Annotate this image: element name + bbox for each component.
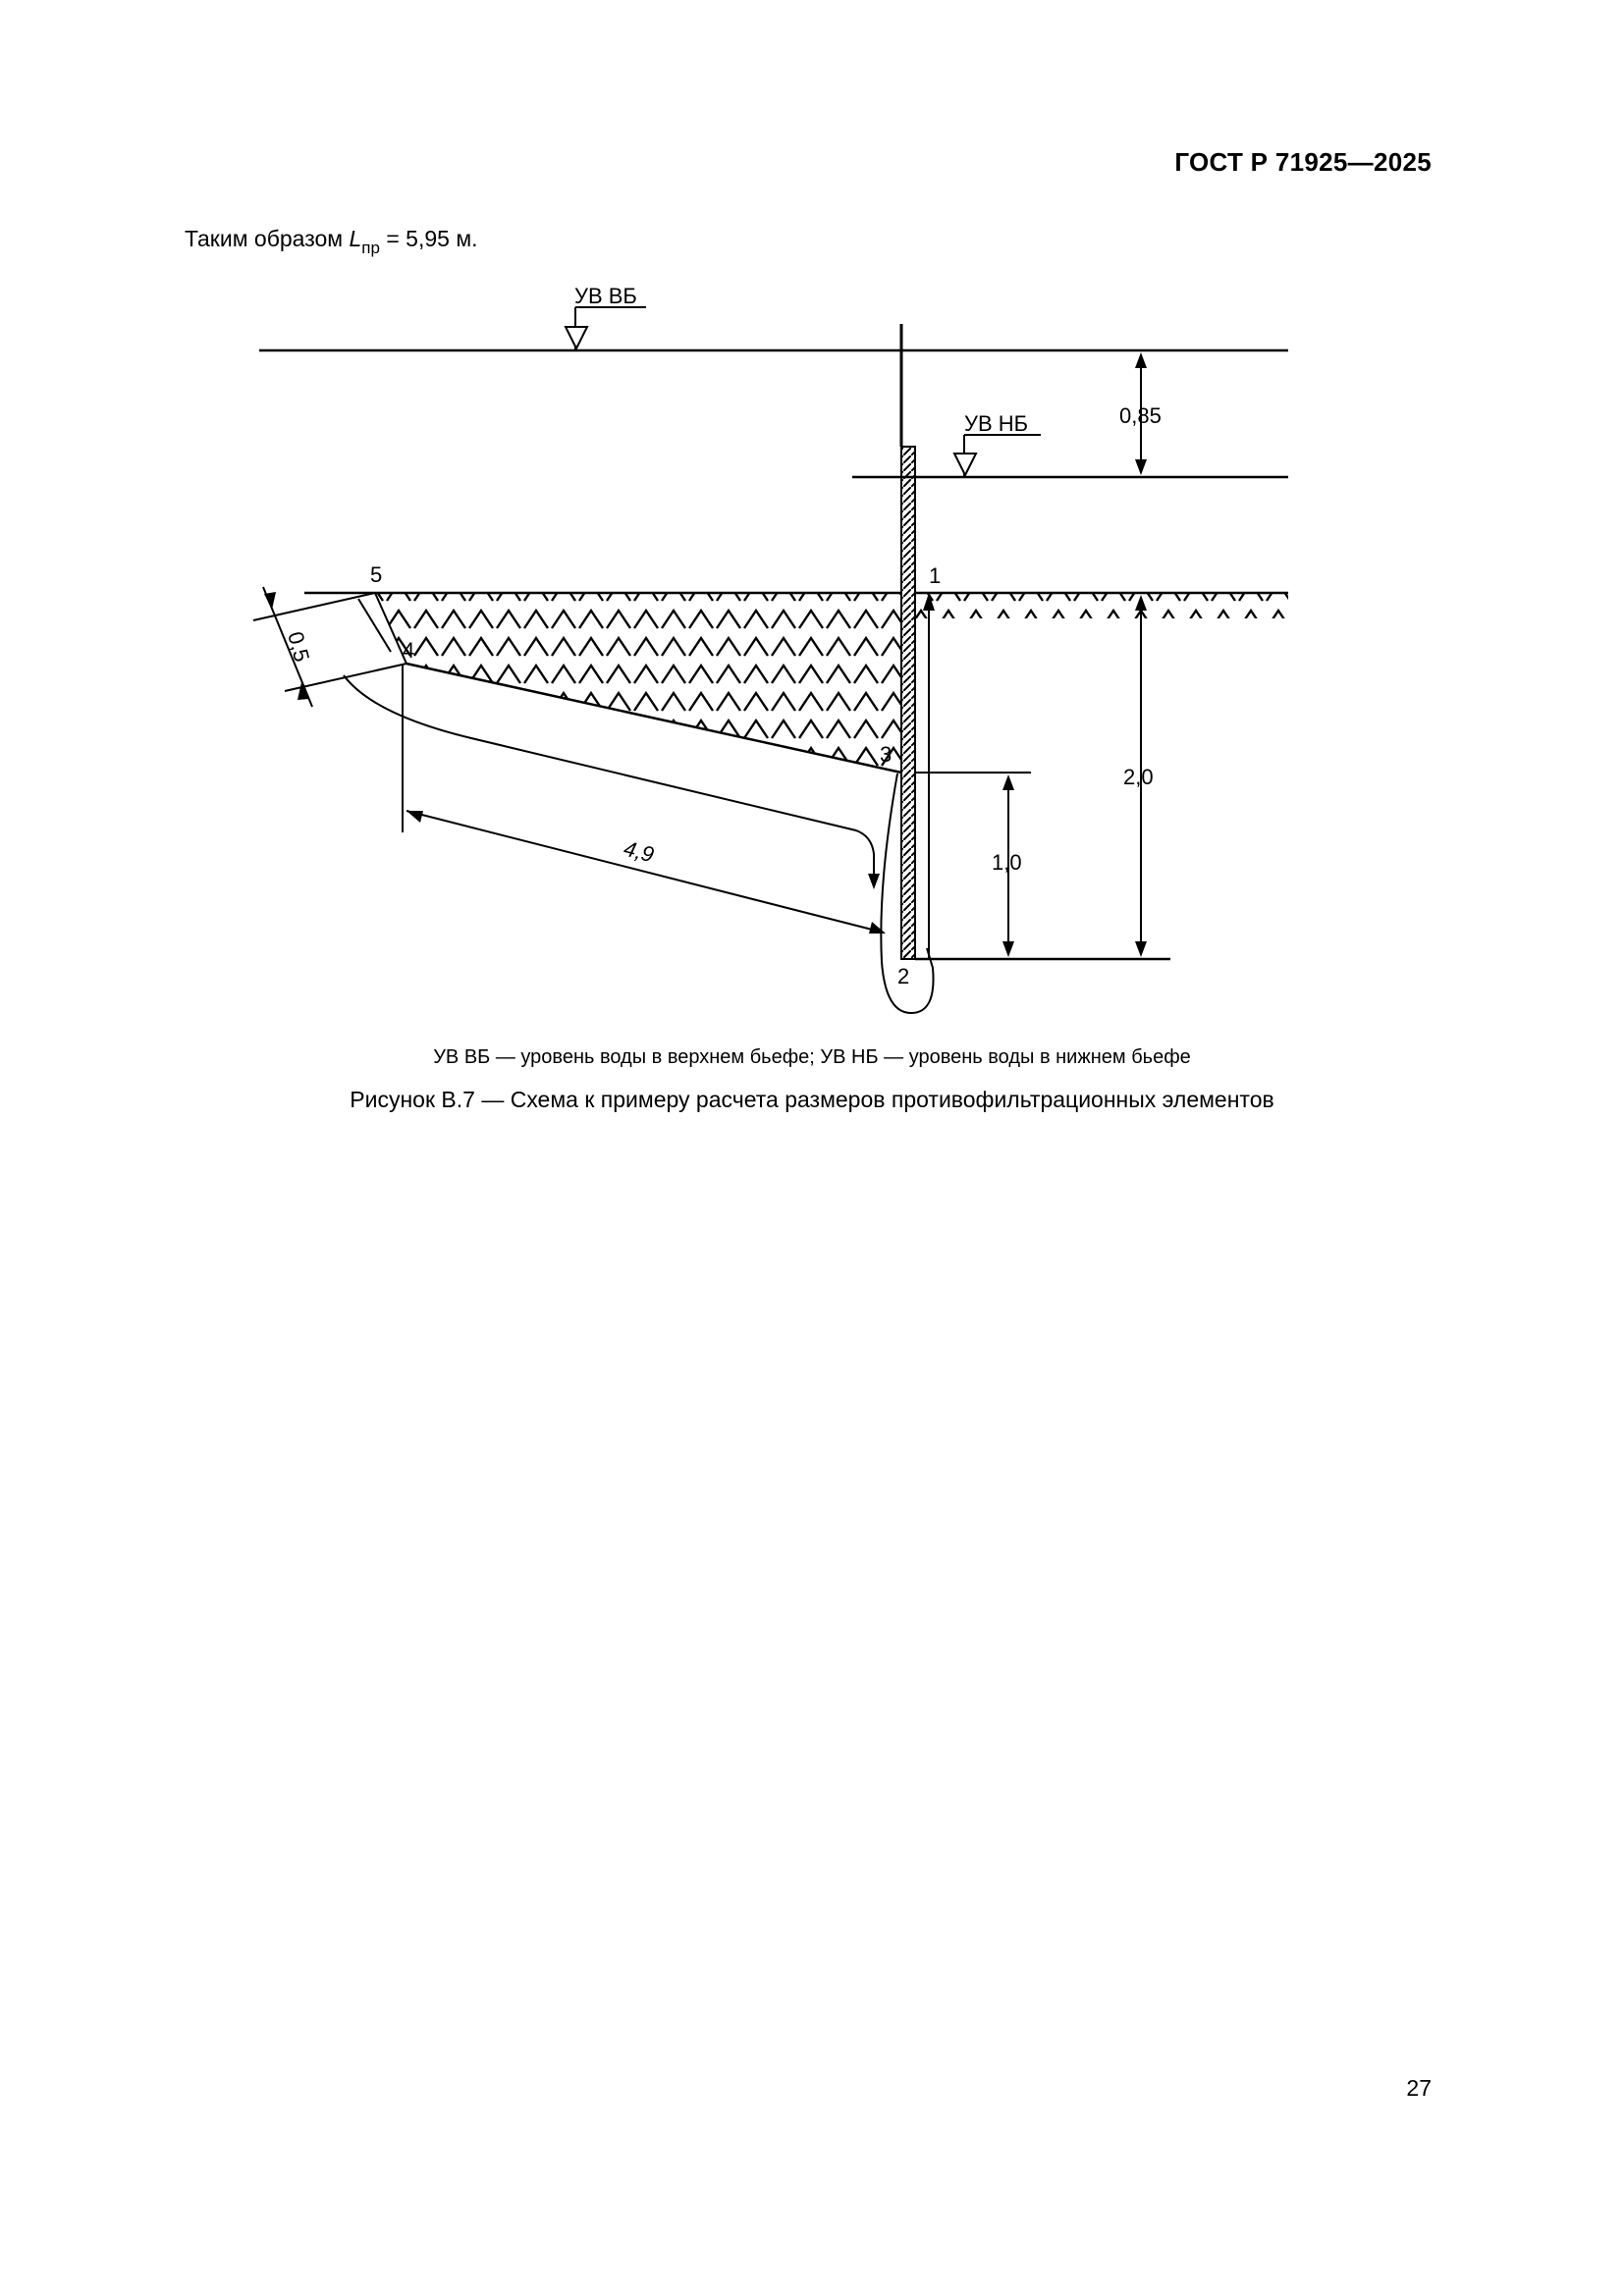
intro-prefix: Таким образом — [185, 226, 350, 251]
point-1-label: 1 — [929, 563, 942, 588]
path-length-arrow-left — [406, 811, 423, 823]
total-depth-arrow-bottom — [1135, 941, 1147, 957]
intro-subscript: пр — [361, 239, 380, 257]
upstream-level-marker-icon — [566, 327, 587, 348]
point-2-label: 2 — [897, 964, 910, 988]
sheet-pile — [901, 447, 915, 959]
blanket-thickness-label: 0,5 — [283, 628, 315, 665]
upstream-level-label: УВ ВБ — [574, 284, 637, 308]
total-depth-label: 2,0 — [1123, 765, 1154, 789]
lower-depth-arrow-bottom — [1002, 941, 1014, 957]
figure-legend: УВ ВБ — уровень воды в верхнем бьефе; УВ НБ — уровень воды в нижнем бьефе — [433, 1046, 1191, 1068]
thickness-arrow-top — [264, 592, 276, 610]
page-number: 27 — [1406, 2075, 1432, 2101]
path-length-dimension-line — [406, 811, 884, 933]
head-arrow-top — [1135, 352, 1147, 368]
path-length-arrow-right — [869, 922, 886, 934]
document-header: ГОСТ Р 71925—2025 — [1174, 147, 1432, 177]
figure-caption: Рисунок В.7 — Схема к примеру расчета размеров противофильтрационных элементов — [350, 1087, 1274, 1112]
head-difference-label: 0,85 — [1119, 403, 1162, 428]
intro-suffix: = 5,95 м. — [379, 226, 478, 251]
downstream-level-label: УВ НБ — [964, 411, 1029, 436]
dam-seepage-diagram — [0, 0, 1624, 1041]
lower-depth-label: 1,0 — [992, 850, 1022, 875]
point-4-label: 4 — [403, 638, 415, 663]
downstream-ground — [915, 593, 1288, 618]
point-3-label: 3 — [880, 742, 893, 767]
lower-depth-arrow-top — [1002, 774, 1014, 790]
intro-symbol: L — [349, 226, 362, 251]
head-arrow-bottom — [1135, 459, 1147, 475]
downstream-level-marker-icon — [954, 454, 976, 475]
path-length-label: 4,9 — [621, 835, 657, 868]
upstream-blanket — [375, 593, 901, 773]
point-5-label: 5 — [370, 562, 383, 587]
seepage-arrow-down — [868, 874, 880, 889]
